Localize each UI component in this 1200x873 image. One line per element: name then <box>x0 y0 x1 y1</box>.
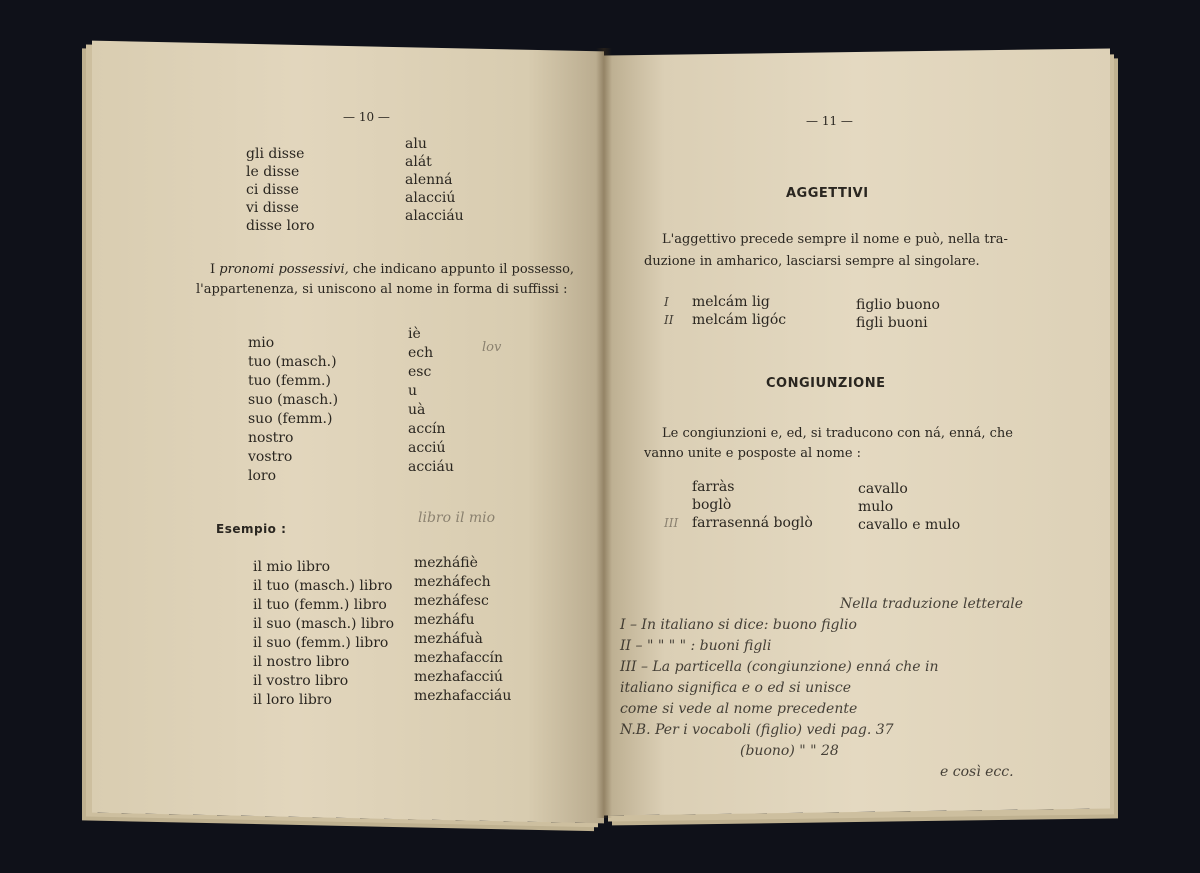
page-number-right: — 11 — <box>806 114 853 128</box>
possessive-italian: suo (femm.) <box>248 411 333 427</box>
conj-example-italian: cavallo e mulo <box>858 517 961 533</box>
example-amharic: mezháfesc <box>414 593 489 609</box>
adj-mark: I <box>664 295 669 309</box>
possessive-suffix: acciú <box>408 440 446 456</box>
pronoun-amharic: alu <box>405 136 427 152</box>
example-italian: il vostro libro <box>253 673 349 689</box>
example-italian: il loro libro <box>253 692 332 708</box>
possessive-italian: vostro <box>248 449 293 465</box>
conj-examples-amharic <box>692 478 813 532</box>
possessive-suffix: accín <box>408 421 446 437</box>
possessive-italian: mio <box>248 335 275 351</box>
handwritten-note-line: italiano significa e o ed si unisce <box>620 680 851 696</box>
pronoun-amharic: alát <box>405 154 432 170</box>
conj-example-amharic: boglò <box>692 497 732 513</box>
possessive-italian: loro <box>248 468 277 484</box>
pronoun-amharic: alacciú <box>405 190 456 206</box>
book-gutter <box>596 48 612 818</box>
adj-example-amharic: melcám ligóc <box>692 312 787 328</box>
handwritten-note-line: N.B. Per i vocaboli (figlio) vedi pag. 37 <box>620 722 894 738</box>
handwritten-note-line: I – In italiano si dice: buono figlio <box>620 617 857 633</box>
conj-example-amharic: farràs <box>692 479 735 495</box>
possessive-suffix: ech <box>408 345 434 361</box>
handwriting-margin: lov <box>482 340 502 355</box>
handwritten-note-line: III – La particella (congiunzione) enná che in <box>620 659 939 675</box>
handwritten-note-line: come si vede al nome precedente <box>620 701 858 717</box>
example-italian: il suo (femm.) libro <box>253 635 389 651</box>
heading-aggettivi: AGGETTIVI <box>786 186 869 201</box>
example-italian: il suo (masch.) libro <box>253 616 395 632</box>
pronoun-italian: le disse <box>246 164 300 180</box>
example-italian: il tuo (femm.) libro <box>253 597 387 613</box>
possessive-suffix: iè <box>408 326 421 342</box>
example-italian: il nostro libro <box>253 654 350 670</box>
conj-examples-italian <box>858 480 960 534</box>
possessive-suffix: esc <box>408 364 432 380</box>
example-amharic: mezhafacciáu <box>414 688 512 704</box>
para-text: I <box>210 262 220 277</box>
para-text: che indicano appunto il possesso, <box>348 262 575 277</box>
possessive-list-suffix <box>408 325 454 477</box>
adj-marks <box>664 293 673 329</box>
possessive-paragraph-line2: l'appartenenza, si uniscono al nome in forma di suffissi : <box>196 282 568 297</box>
pronoun-italian: disse loro <box>246 218 315 234</box>
handwritten-notes <box>620 594 1023 783</box>
example-amharic: mezhafacciú <box>414 669 504 685</box>
example-italian: il mio libro <box>253 559 331 575</box>
handwritten-note-line: Nella traduzione letterale <box>840 596 1024 612</box>
pronoun-amharic: alenná <box>405 172 453 188</box>
handwritten-note-line: II – " " " " : buoni figli <box>620 638 772 654</box>
conj-paragraph-line2: vanno unite e posposte al nome : <box>644 446 862 461</box>
adj-examples-amharic <box>692 293 786 329</box>
possessive-italian: tuo (femm.) <box>248 373 331 389</box>
possessive-suffix: uà <box>408 402 426 418</box>
handwritten-note-line: (buono) " " 28 <box>740 743 839 759</box>
adj-paragraph-line1: L'aggettivo precede sempre il nome e può, nella tra- <box>662 232 1008 247</box>
heading-congiunzione: CONGIUNZIONE <box>766 376 886 391</box>
pronoun-italian: vi disse <box>246 200 299 216</box>
conj-mark: III <box>664 516 679 530</box>
example-list-italian <box>253 558 394 710</box>
possessive-italian: tuo (masch.) <box>248 354 337 370</box>
pronoun-amharic: alacciáu <box>405 208 464 224</box>
adj-example-italian: figli buoni <box>856 315 928 331</box>
para-emphasis: pronomi possessivi, <box>219 262 349 277</box>
possessive-suffix: acciáu <box>408 459 454 475</box>
possessive-list-italian <box>248 334 338 486</box>
example-amharic: mezháfech <box>414 574 491 590</box>
handwriting-example: libro il mio <box>418 510 496 526</box>
example-amharic: mezháfiè <box>414 555 478 571</box>
possessive-italian: suo (masch.) <box>248 392 339 408</box>
example-list-amharic <box>414 554 511 706</box>
adj-mark: II <box>664 313 674 327</box>
conj-example-amharic: farrasenná boglò <box>692 515 813 531</box>
pronoun-italian: ci disse <box>246 182 299 198</box>
possessive-suffix: u <box>408 383 418 399</box>
pronoun-list-amharic <box>405 135 464 225</box>
example-amharic: mezhafaccín <box>414 650 504 666</box>
handwritten-note-line: e così ecc. <box>940 764 1014 780</box>
pronoun-list-italian <box>246 145 315 235</box>
example-italian: il tuo (masch.) libro <box>253 578 393 594</box>
adj-example-italian: figlio buono <box>856 297 940 313</box>
pronoun-italian: gli disse <box>246 146 305 162</box>
page-number-left: — 10 — <box>343 110 390 124</box>
possessive-paragraph-line1 <box>210 262 574 277</box>
example-amharic: mezháfuà <box>414 631 483 647</box>
adj-examples-italian <box>856 296 940 332</box>
adj-paragraph-line2: duzione in amharico, lasciarsi sempre al singolare. <box>644 254 980 269</box>
example-amharic: mezháfu <box>414 612 475 628</box>
possessive-italian: nostro <box>248 430 294 446</box>
adj-example-amharic: melcám lig <box>692 294 770 310</box>
example-label: Esempio : <box>216 522 287 536</box>
conj-example-italian: mulo <box>858 499 894 515</box>
conj-paragraph-line1: Le congiunzioni e, ed, si traducono con ná, enná, che <box>662 426 1013 441</box>
conj-example-italian: cavallo <box>858 481 908 497</box>
